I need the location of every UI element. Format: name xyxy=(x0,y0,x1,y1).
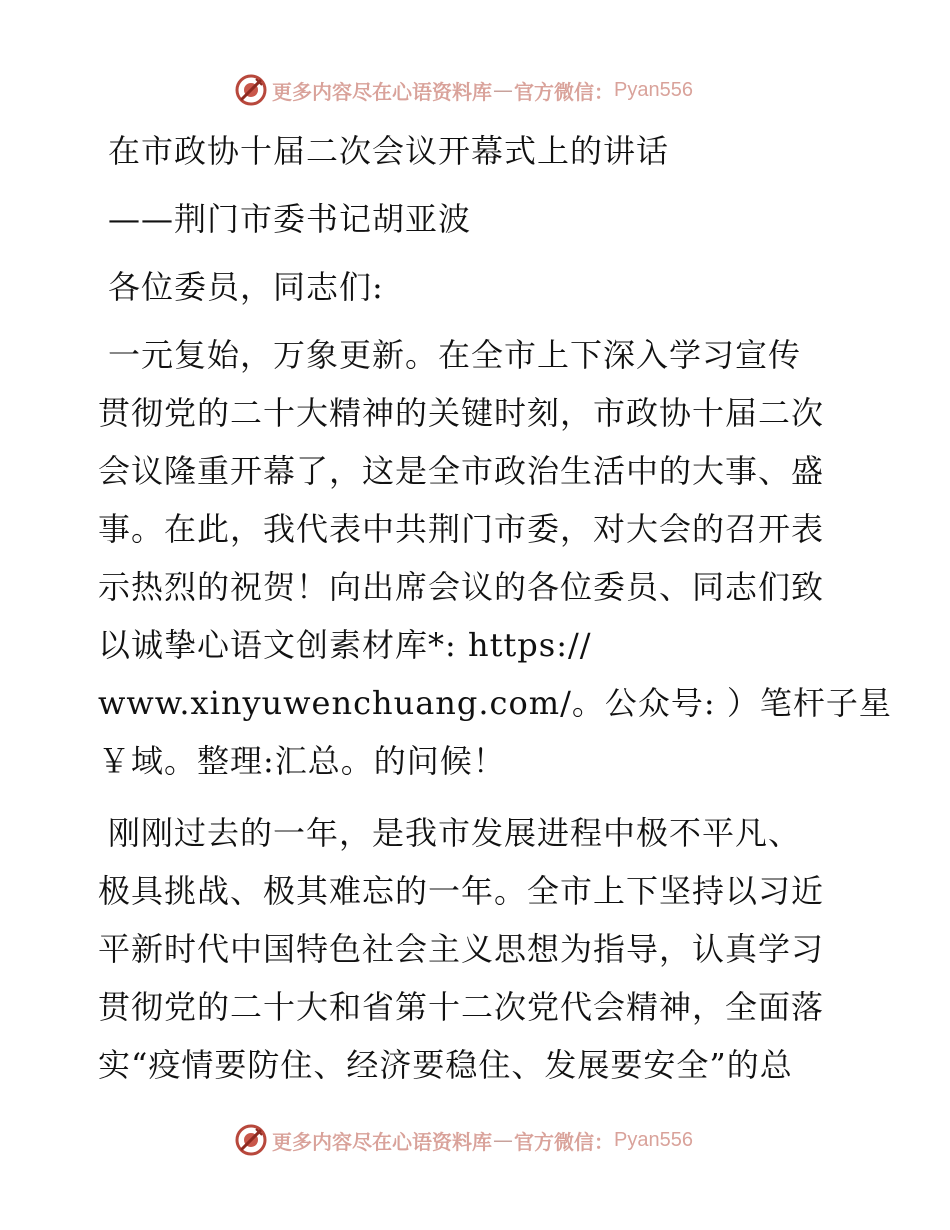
document-title: 在市政协十届二次会议开幕式上的讲话 xyxy=(108,132,670,170)
paragraph-line: 贯彻党的二十大和省第十二次党代会精神，全面落 xyxy=(98,988,825,1026)
logo-icon xyxy=(234,73,268,107)
banner-text: 更多内容尽在心语资料库 xyxy=(272,1129,492,1154)
paragraph-line: 刚刚过去的一年，是我市发展进程中极不平凡、 xyxy=(108,814,802,852)
paragraph-line: 极具挑战、极其难忘的一年。全市上下坚持以习近 xyxy=(98,872,825,910)
paragraph-line: 平新时代中国特色社会主义思想为指导，认真学习 xyxy=(98,930,825,968)
paragraph-2 xyxy=(98,804,858,1094)
banner-separator: — xyxy=(493,1128,513,1152)
banner-text: 更多内容尽在心语资料库 xyxy=(272,79,492,104)
header-banner xyxy=(234,70,693,110)
paragraph-line: www.xinyuwenchuang.com/。公众号: ）笔杆子星 xyxy=(98,684,892,722)
document-salutation: 各位委员，同志们: xyxy=(108,268,384,306)
banner-label: 官方微信： xyxy=(514,1129,614,1154)
paragraph-1 xyxy=(98,326,892,790)
document-body xyxy=(98,122,892,1094)
paragraph-line: 实“疫情要防住、经济要稳住、发展要安全”的总 xyxy=(98,1046,793,1084)
logo-icon xyxy=(234,1123,268,1157)
paragraph-line: 一元复始，万象更新。在全市上下深入学习宣传 xyxy=(108,336,802,374)
paragraph-line: 以诚挚心语文创素材库*: https:// xyxy=(98,626,592,664)
footer-banner xyxy=(234,1120,693,1160)
paragraph-line: 示热烈的祝贺！向出席会议的各位委员、同志们致 xyxy=(98,568,825,606)
paragraph-line: 会议隆重开幕了，这是全市政治生活中的大事、盛 xyxy=(98,452,825,490)
banner-label: 官方微信： xyxy=(514,79,614,104)
banner-wechat-id: Pyan556 xyxy=(614,1128,693,1151)
paragraph-line: ￥域。整理:汇总。的问候！ xyxy=(98,742,506,780)
paragraph-line: 事。在此，我代表中共荆门市委，对大会的召开表 xyxy=(98,510,825,548)
paragraph-line: 贯彻党的二十大精神的关键时刻，市政协十届二次 xyxy=(98,394,825,432)
banner-wechat-id: Pyan556 xyxy=(614,78,693,101)
document-byline: ——荆门市委书记胡亚波 xyxy=(108,200,472,238)
banner-separator: — xyxy=(493,78,513,102)
